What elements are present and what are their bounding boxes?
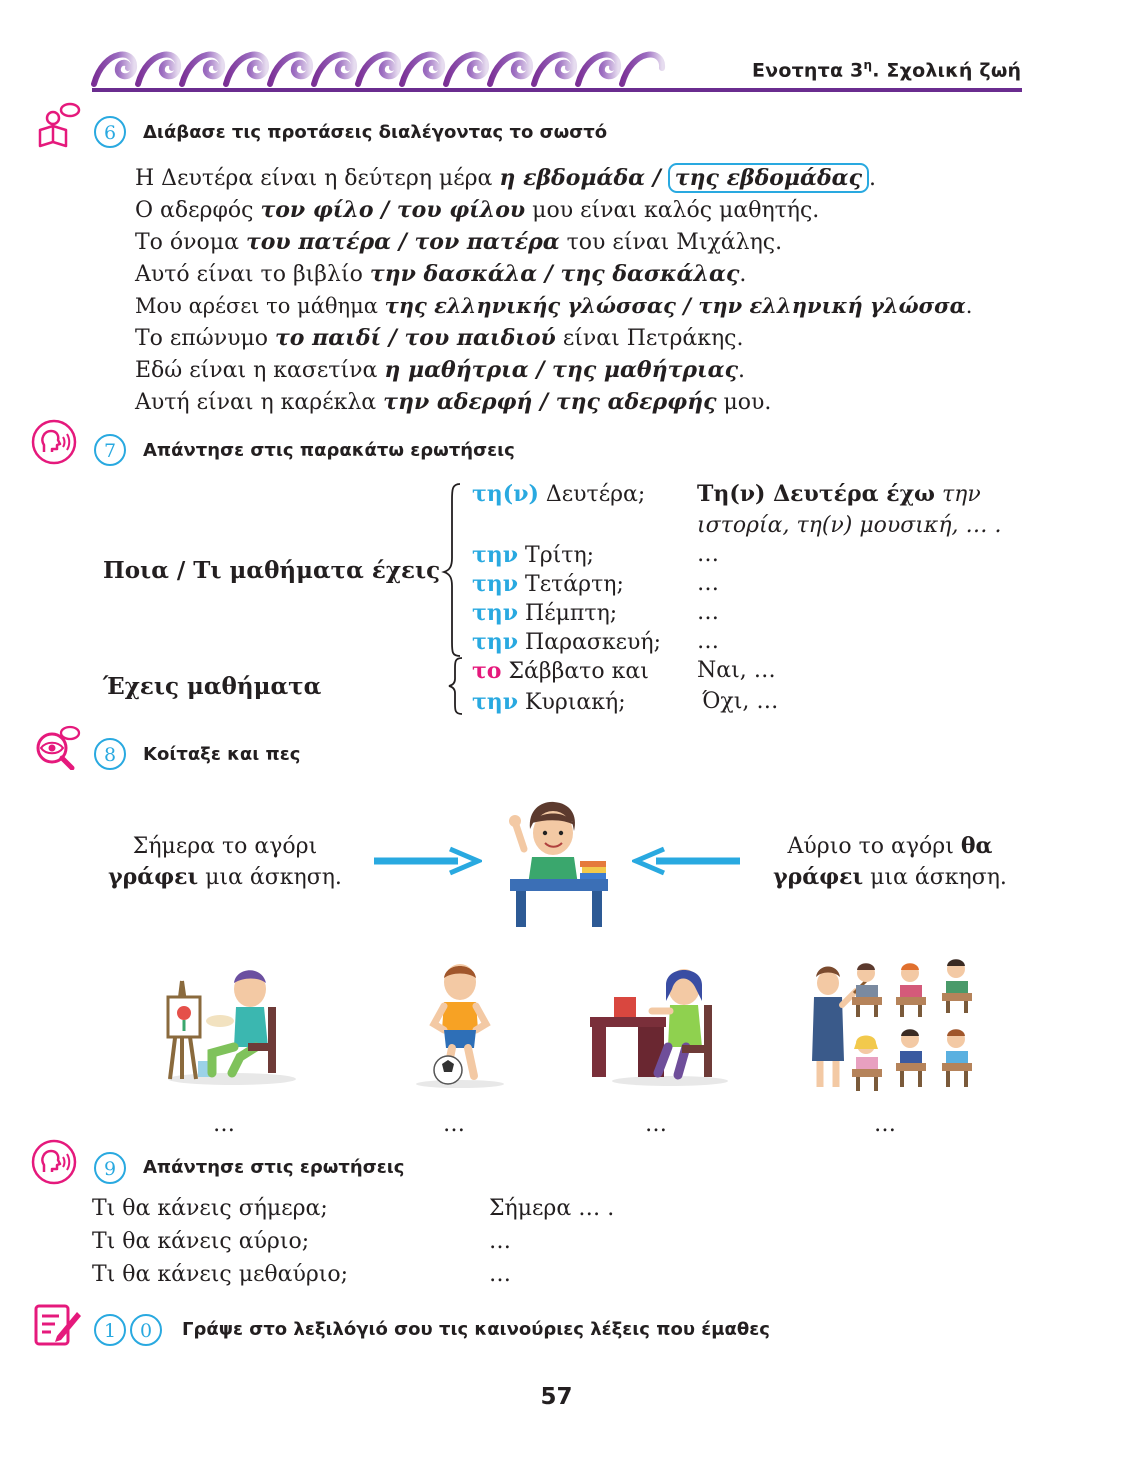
question-have-lessons: Έχεις μαθήματα <box>103 673 322 700</box>
teacher-classroom-illustration <box>798 955 984 1095</box>
day-saturday: το Σάββατο και <box>472 658 649 684</box>
blank-dots-2: … <box>443 1112 465 1137</box>
exercise-7-title: Απάντησε στις παρακάτω ερωτήσεις <box>143 440 515 461</box>
caption-tomorrow: Αύριο το αγόρι θα γράφει μια άσκηση. <box>773 833 1007 890</box>
answer-saturday: Ναι, … <box>697 658 776 683</box>
arrow-right-icon <box>372 846 482 876</box>
sentence-8: Αυτή είναι η καρέκλα την αδερφή / της αδερφής μου. <box>135 389 772 415</box>
exercise-6-number: 6 <box>94 116 126 148</box>
answer-tuesday: … <box>697 542 719 567</box>
exercise-10-digit-2: 0 <box>130 1314 162 1346</box>
caption-today: Σήμερα το αγόρι γράφει μια άσκηση. <box>108 834 342 890</box>
question-today: Τι θα κάνεις σήμερα; <box>92 1196 328 1221</box>
sentence-2: Ο αδερφός τον φίλο / του φίλου μου είναι καλός μαθητής. <box>135 197 820 223</box>
exercise-6-title: Διάβασε τις προτάσεις διαλέγοντας το σωστό <box>143 122 608 143</box>
answer-wednesday: … <box>697 571 719 596</box>
blank-dots-4: … <box>874 1112 896 1137</box>
brace-weekdays <box>440 480 464 660</box>
answer-monday: Τη(ν) Δευτέρα έχω την <box>697 481 981 507</box>
question-day-after: Τι θα κάνεις μεθαύριο; <box>92 1262 349 1287</box>
reading-child-icon <box>34 102 84 148</box>
exercise-8-number: 8 <box>94 738 126 770</box>
answer-day-after: … <box>489 1262 511 1287</box>
boy-football-illustration <box>408 960 508 1088</box>
writing-pencil-icon <box>33 1302 83 1348</box>
day-friday: την Παρασκευή; <box>472 629 662 655</box>
boy-painting-illustration <box>162 961 302 1086</box>
exercise-9-title: Απάντησε στις ερωτήσεις <box>143 1157 405 1178</box>
exercise-8-title: Κοίταξε και πες <box>143 744 301 765</box>
brace-weekend <box>446 655 466 717</box>
eye-magnifier-icon <box>32 724 82 770</box>
sentence-4: Αυτό είναι το βιβλίο την δασκάλα / της δασκάλας. <box>135 261 747 287</box>
girl-reading-illustration <box>586 961 732 1087</box>
answer-sunday: Όχι, … <box>702 689 779 714</box>
circled-correct-answer: της εβδομάδας <box>668 163 869 193</box>
day-thursday: την Πέμπτη; <box>472 600 618 626</box>
blank-dots-3: … <box>645 1112 667 1137</box>
answer-monday-line2: ιστορία, τη(ν) μουσική, … . <box>697 513 1002 538</box>
speaking-head-icon <box>30 419 80 465</box>
answer-today: Σήμερα … . <box>489 1196 615 1221</box>
question-tomorrow: Τι θα κάνεις αύριο; <box>92 1229 310 1254</box>
sentence-3: Το όνομα του πατέρα / τον πατέρα του είναι Μιχάλης. <box>135 229 783 255</box>
header-wave-ornament <box>90 44 670 88</box>
exercise-7-number: 7 <box>94 434 126 466</box>
chapter-title: Ενοτητα $3^\eta$. Σχολική ζωή <box>752 58 1022 82</box>
day-tuesday: την Τρίτη; <box>472 542 595 568</box>
day-wednesday: την Τετάρτη; <box>472 571 624 597</box>
arrow-left-icon <box>632 846 742 876</box>
exercise-10-digit-1: 1 <box>94 1314 126 1346</box>
blank-dots-1: … <box>213 1112 235 1137</box>
answer-tomorrow: … <box>489 1229 511 1254</box>
sentence-7: Εδώ είναι η κασετίνα η μαθήτρια / της μαθήτριας. <box>135 357 746 383</box>
sentence-6: Το επώνυμο το παιδί / του παιδιού είναι Πετράκης. <box>135 325 744 351</box>
exercise-10-title: Γράψε στο λεξιλόγιό σου τις καινούριες λέξεις που έμαθες <box>182 1319 770 1340</box>
speaking-head-icon <box>30 1139 80 1185</box>
question-which-lessons: Ποια / Τι μαθήματα έχεις <box>103 557 441 584</box>
sentence-5: Μου αρέσει το μάθημα της ελληνικής γλώσσας / την ελληνική γλώσσα. <box>135 293 973 318</box>
day-monday: τη(ν) Δευτέρα; <box>472 481 646 507</box>
boy-writing-illustration <box>502 797 612 929</box>
page-number: 57 <box>540 1384 573 1410</box>
answer-thursday: … <box>697 600 719 625</box>
header-rule <box>92 88 1022 92</box>
sentence-1: Η Δευτέρα είναι η δεύτερη μέρα η εβδομάδα / της εβδομάδας . <box>135 165 876 191</box>
answer-friday: … <box>697 629 719 654</box>
exercise-9-number: 9 <box>94 1152 126 1184</box>
day-sunday: την Κυριακή; <box>472 689 626 715</box>
